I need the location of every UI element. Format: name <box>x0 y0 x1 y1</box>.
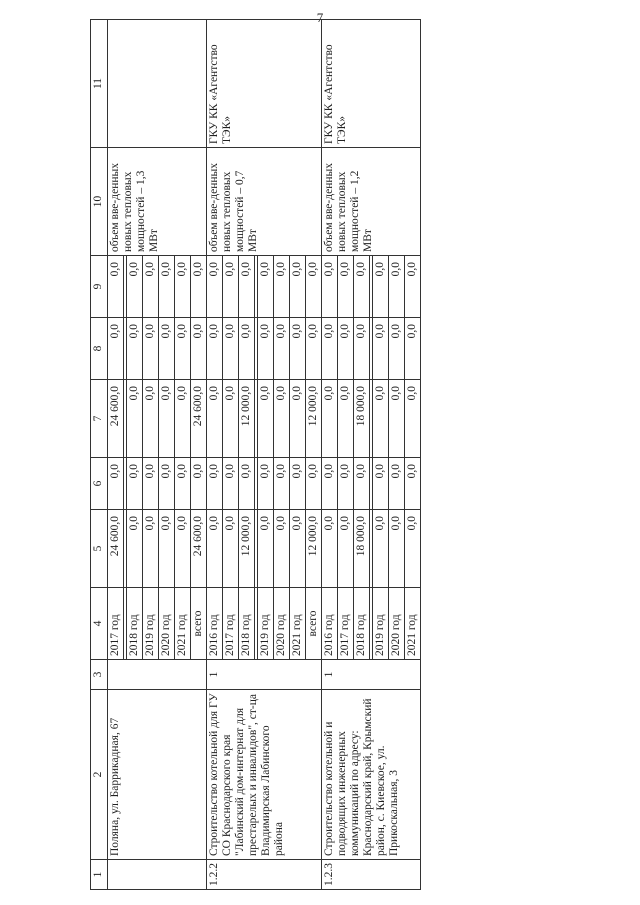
col-num: 11 <box>91 20 108 148</box>
value-col8: 0,0 <box>191 318 207 380</box>
value-col5: 0,0 <box>175 510 191 588</box>
col-num: 2 <box>91 690 108 860</box>
value-col5: 0,0 <box>127 510 143 588</box>
year-cell: 2018 год <box>354 588 370 660</box>
value-col7: 24 600,0 <box>108 380 124 458</box>
value-col7: 0,0 <box>127 380 143 458</box>
value-col7: 18 000,0 <box>354 380 370 458</box>
col-num: 5 <box>91 510 108 588</box>
value-col5: 0,0 <box>274 510 290 588</box>
value-col8: 0,0 <box>306 318 322 380</box>
year-cell: 2021 год <box>175 588 191 660</box>
value-col9: 0,0 <box>108 256 124 318</box>
year-cell: 2021 год <box>405 588 421 660</box>
value-col9: 0,0 <box>127 256 143 318</box>
value-col8: 0,0 <box>239 318 255 380</box>
value-col9: 0,0 <box>175 256 191 318</box>
value-col9: 0,0 <box>258 256 274 318</box>
year-cell: 2018 год <box>239 588 255 660</box>
year-cell: 2016 год <box>207 588 223 660</box>
year-cell: 2019 год <box>143 588 159 660</box>
value-col5: 0,0 <box>389 510 405 588</box>
value-col9: 0,0 <box>159 256 175 318</box>
value-col6: 0,0 <box>290 458 306 510</box>
value-col8: 0,0 <box>108 318 124 380</box>
value-col6: 0,0 <box>159 458 175 510</box>
indicator-cell: объем вве-денных новых тепловых мощностей – 1,3 МВт <box>108 148 207 256</box>
value-col6: 0,0 <box>338 458 354 510</box>
item-col3: 1 <box>207 660 322 690</box>
value-col7: 0,0 <box>373 380 389 458</box>
value-col6: 0,0 <box>354 458 370 510</box>
value-col7: 0,0 <box>322 380 338 458</box>
value-col5: 24 600,0 <box>191 510 207 588</box>
col-num: 10 <box>91 148 108 256</box>
value-col8: 0,0 <box>389 318 405 380</box>
value-col9: 0,0 <box>338 256 354 318</box>
table-row <box>322 20 338 890</box>
value-col8: 0,0 <box>258 318 274 380</box>
value-col7: 0,0 <box>175 380 191 458</box>
value-col7: 0,0 <box>159 380 175 458</box>
year-cell: 2018 год <box>127 588 143 660</box>
value-col9: 0,0 <box>191 256 207 318</box>
table-body <box>91 20 421 890</box>
page-number: 7 <box>316 10 324 25</box>
executor-cell: ГКУ КК «Агентство ТЭК» <box>322 20 421 148</box>
value-col6: 0,0 <box>274 458 290 510</box>
value-col9: 0,0 <box>354 256 370 318</box>
value-col8: 0,0 <box>373 318 389 380</box>
value-col8: 0,0 <box>338 318 354 380</box>
year-cell: 2020 год <box>159 588 175 660</box>
executor-cell <box>108 20 207 148</box>
value-col7: 12 000,0 <box>306 380 322 458</box>
item-number: 1.2.2 <box>207 860 322 890</box>
value-col9: 0,0 <box>143 256 159 318</box>
value-col6: 0,0 <box>223 458 239 510</box>
item-name: Поляна, ул. Баррикадная, 67 <box>108 690 207 860</box>
value-col8: 0,0 <box>143 318 159 380</box>
value-col6: 0,0 <box>143 458 159 510</box>
value-col9: 0,0 <box>306 256 322 318</box>
value-col5: 18 000,0 <box>354 510 370 588</box>
item-name: Строительство котельной и подводящих инженерных коммуникаций по адресу: Краснодарский край, Крымский район, с. Киевское, ул. Прикоскальная, 3 <box>322 690 421 860</box>
col-num: 4 <box>91 588 108 660</box>
year-cell: 2017 год <box>108 588 124 660</box>
col-num: 9 <box>91 256 108 318</box>
value-col5: 12 000,0 <box>239 510 255 588</box>
value-col8: 0,0 <box>127 318 143 380</box>
value-col8: 0,0 <box>405 318 421 380</box>
value-col6: 0,0 <box>389 458 405 510</box>
executor-cell: ГКУ КК «Агентство ТЭК» <box>207 20 322 148</box>
value-col6: 0,0 <box>322 458 338 510</box>
indicator-cell: объем вве-денных новых тепловых мощностей – 0,7 МВт <box>207 148 322 256</box>
table-row <box>108 20 124 890</box>
col-num: 1 <box>91 860 108 890</box>
year-cell: 2016 год <box>322 588 338 660</box>
value-col5: 0,0 <box>405 510 421 588</box>
value-col6: 0,0 <box>108 458 124 510</box>
value-col5: 0,0 <box>207 510 223 588</box>
value-col5: 0,0 <box>290 510 306 588</box>
value-col5: 0,0 <box>258 510 274 588</box>
year-cell: 2019 год <box>373 588 389 660</box>
value-col8: 0,0 <box>274 318 290 380</box>
value-col5: 12 000,0 <box>306 510 322 588</box>
item-name: Строительство котельной для ГУ СО Краснодарского края "Лабинский дом-интернат для престарелых и инвалидов", ст-ца Владимирская Лабинского района <box>207 690 322 860</box>
value-col6: 0,0 <box>405 458 421 510</box>
value-col6: 0,0 <box>207 458 223 510</box>
value-col8: 0,0 <box>223 318 239 380</box>
year-cell: 2021 год <box>290 588 306 660</box>
value-col8: 0,0 <box>159 318 175 380</box>
col-num: 7 <box>91 380 108 458</box>
value-col6: 0,0 <box>175 458 191 510</box>
col-num: 3 <box>91 660 108 690</box>
value-col7: 0,0 <box>258 380 274 458</box>
value-col9: 0,0 <box>274 256 290 318</box>
rotated-table-container <box>90 20 640 890</box>
value-col7: 0,0 <box>405 380 421 458</box>
value-col8: 0,0 <box>354 318 370 380</box>
value-col9: 0,0 <box>405 256 421 318</box>
value-col8: 0,0 <box>175 318 191 380</box>
value-col7: 12 000,0 <box>239 380 255 458</box>
value-col6: 0,0 <box>127 458 143 510</box>
value-col9: 0,0 <box>223 256 239 318</box>
value-col5: 0,0 <box>159 510 175 588</box>
value-col7: 24 600,0 <box>191 380 207 458</box>
item-number <box>108 860 207 890</box>
table-row <box>207 20 223 890</box>
value-col6: 0,0 <box>258 458 274 510</box>
value-col5: 0,0 <box>373 510 389 588</box>
value-col8: 0,0 <box>290 318 306 380</box>
year-cell: 2017 год <box>223 588 239 660</box>
value-col5: 0,0 <box>143 510 159 588</box>
value-col9: 0,0 <box>239 256 255 318</box>
value-col5: 0,0 <box>338 510 354 588</box>
value-col8: 0,0 <box>207 318 223 380</box>
item-number: 1.2.3 <box>322 860 421 890</box>
value-col8: 0,0 <box>322 318 338 380</box>
value-col7: 0,0 <box>389 380 405 458</box>
value-col7: 0,0 <box>290 380 306 458</box>
value-col6: 0,0 <box>373 458 389 510</box>
value-col7: 0,0 <box>143 380 159 458</box>
item-col3 <box>108 660 207 690</box>
value-col9: 0,0 <box>373 256 389 318</box>
value-col7: 0,0 <box>338 380 354 458</box>
year-cell: 2017 год <box>338 588 354 660</box>
col-num: 6 <box>91 458 108 510</box>
year-cell: 2020 год <box>389 588 405 660</box>
value-col7: 0,0 <box>274 380 290 458</box>
value-col6: 0,0 <box>191 458 207 510</box>
col-num: 8 <box>91 318 108 380</box>
year-cell: 2020 год <box>274 588 290 660</box>
value-col5: 24 600,0 <box>108 510 124 588</box>
value-col9: 0,0 <box>322 256 338 318</box>
value-col6: 0,0 <box>239 458 255 510</box>
item-col3: 1 <box>322 660 421 690</box>
value-col9: 0,0 <box>290 256 306 318</box>
value-col5: 0,0 <box>223 510 239 588</box>
year-cell: всего <box>306 588 322 660</box>
value-col9: 0,0 <box>389 256 405 318</box>
value-col9: 0,0 <box>207 256 223 318</box>
value-col7: 0,0 <box>223 380 239 458</box>
value-col6: 0,0 <box>306 458 322 510</box>
program-table <box>90 19 421 890</box>
column-number-row <box>91 20 108 890</box>
value-col5: 0,0 <box>322 510 338 588</box>
year-cell: всего <box>191 588 207 660</box>
value-col7: 0,0 <box>207 380 223 458</box>
indicator-cell: объем вве-денных новых тепловых мощностей – 1,2 МВт <box>322 148 421 256</box>
year-cell: 2019 год <box>258 588 274 660</box>
